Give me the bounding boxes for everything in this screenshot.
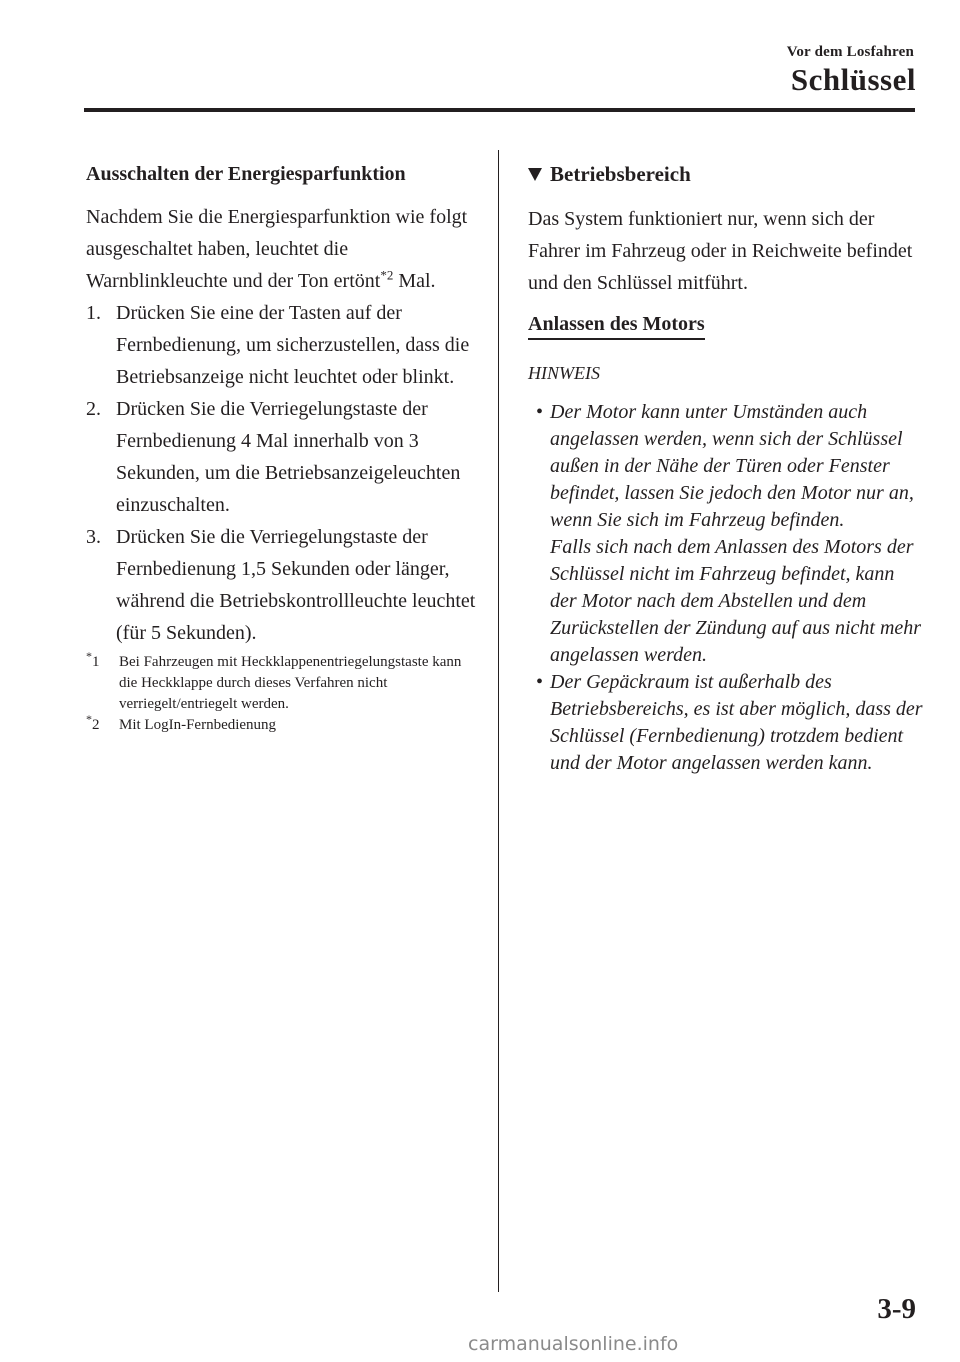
bullet-icon: • — [536, 401, 544, 423]
note-list — [528, 399, 923, 777]
right-column — [528, 160, 923, 777]
intro-text: Nachdem Sie die Energiesparfunktion wie folgt ausgeschaltet haben, leuchtet die Warnblinkleuchte und der Ton ertönt — [86, 206, 468, 292]
list-item — [528, 669, 923, 777]
list-item — [528, 399, 923, 669]
section-title-text: Betriebsbereich — [550, 162, 691, 186]
steps-list — [86, 297, 481, 649]
footnote-text: Mit LogIn-Fernbedienung — [119, 717, 277, 733]
triangle-down-icon — [528, 168, 542, 181]
energy-saving-heading: Ausschalten der Energiesparfunktion — [86, 163, 406, 185]
page-number: 3-9 — [877, 1293, 916, 1325]
list-item — [86, 393, 481, 521]
footnote-mark — [86, 712, 100, 736]
list-item — [86, 521, 481, 649]
footnote-mark — [86, 649, 100, 673]
intro-footnote-ref: *2 — [380, 267, 394, 283]
note-text: Der Gepäckraum ist außerhalb des Betriebsbereichs, es ist aber möglich, dass der Schlüssel (Fernbedienung) trotzdem bedient und der Motor angelassen werden kann. — [550, 671, 923, 774]
footnotes — [86, 649, 481, 736]
left-column — [86, 160, 481, 736]
note-label: HINWEIS — [528, 363, 600, 383]
chapter-title: Vor dem Losfahren — [786, 44, 914, 60]
energy-saving-intro — [86, 201, 481, 297]
bullet-icon: • — [536, 671, 544, 693]
footnote-number: 1 — [92, 654, 100, 670]
column-divider — [498, 150, 499, 1292]
engine-start-subheading: Anlassen des Motors — [528, 311, 705, 340]
step-number: 3. — [86, 526, 101, 548]
list-item — [86, 297, 481, 393]
step-text: Drücken Sie eine der Tasten auf der Fernbedienung, um sicherzustellen, dass die Betriebsanzeige nicht leuchtet oder blinkt. — [116, 302, 470, 388]
watermark: carmanualsonline.info — [468, 1333, 679, 1355]
footnote — [86, 649, 481, 715]
note-text: Der Motor kann unter Umständen auch angelassen werden, wenn sich der Schlüssel außen in der Nähe der Türen oder Fenster befindet, lassen Sie jedoch den Motor nur an, wenn Sie sich im Fahrzeug befinden. — [550, 401, 914, 531]
section-title-header: Schlüssel — [790, 62, 916, 97]
footnote-star: * — [86, 649, 92, 663]
operating-range-title — [528, 160, 923, 188]
header-rule — [84, 108, 915, 112]
step-number: 2. — [86, 398, 101, 420]
footnote-number: 2 — [92, 717, 100, 733]
footnote — [86, 712, 481, 736]
step-text: Drücken Sie die Verriegelungstaste der Fernbedienung 1,5 Sekunden oder länger, während die Betriebskontrollleuchte leuchtet (für 5 Sekunden). — [116, 526, 476, 644]
step-text: Drücken Sie die Verriegelungstaste der Fernbedienung 4 Mal innerhalb von 3 Sekunden, um die Betriebsanzeigeleuchten einzuschalten. — [116, 398, 461, 516]
subheading-wrap — [528, 311, 923, 340]
note-text-continued: Falls sich nach dem Anlassen des Motors der Schlüssel nicht im Fahrzeug befindet, kann der Motor nach dem Abstellen und dem Zurückstellen der Zündung auf aus nicht mehr angelassen werden. — [550, 536, 922, 666]
operating-range-intro: Das System funktioniert nur, wenn sich der Fahrer im Fahrzeug oder in Reichweite befindet und den Schlüssel mitführt. — [528, 208, 913, 294]
footnote-star: * — [86, 712, 92, 726]
step-number: 1. — [86, 302, 101, 324]
intro-end: Mal. — [398, 270, 436, 292]
footnote-text: Bei Fahrzeugen mit Heckklappenentriegelungstaste kann die Heckklappe durch dieses Verfahren nicht verriegelt/entriegelt werden. — [119, 654, 462, 712]
